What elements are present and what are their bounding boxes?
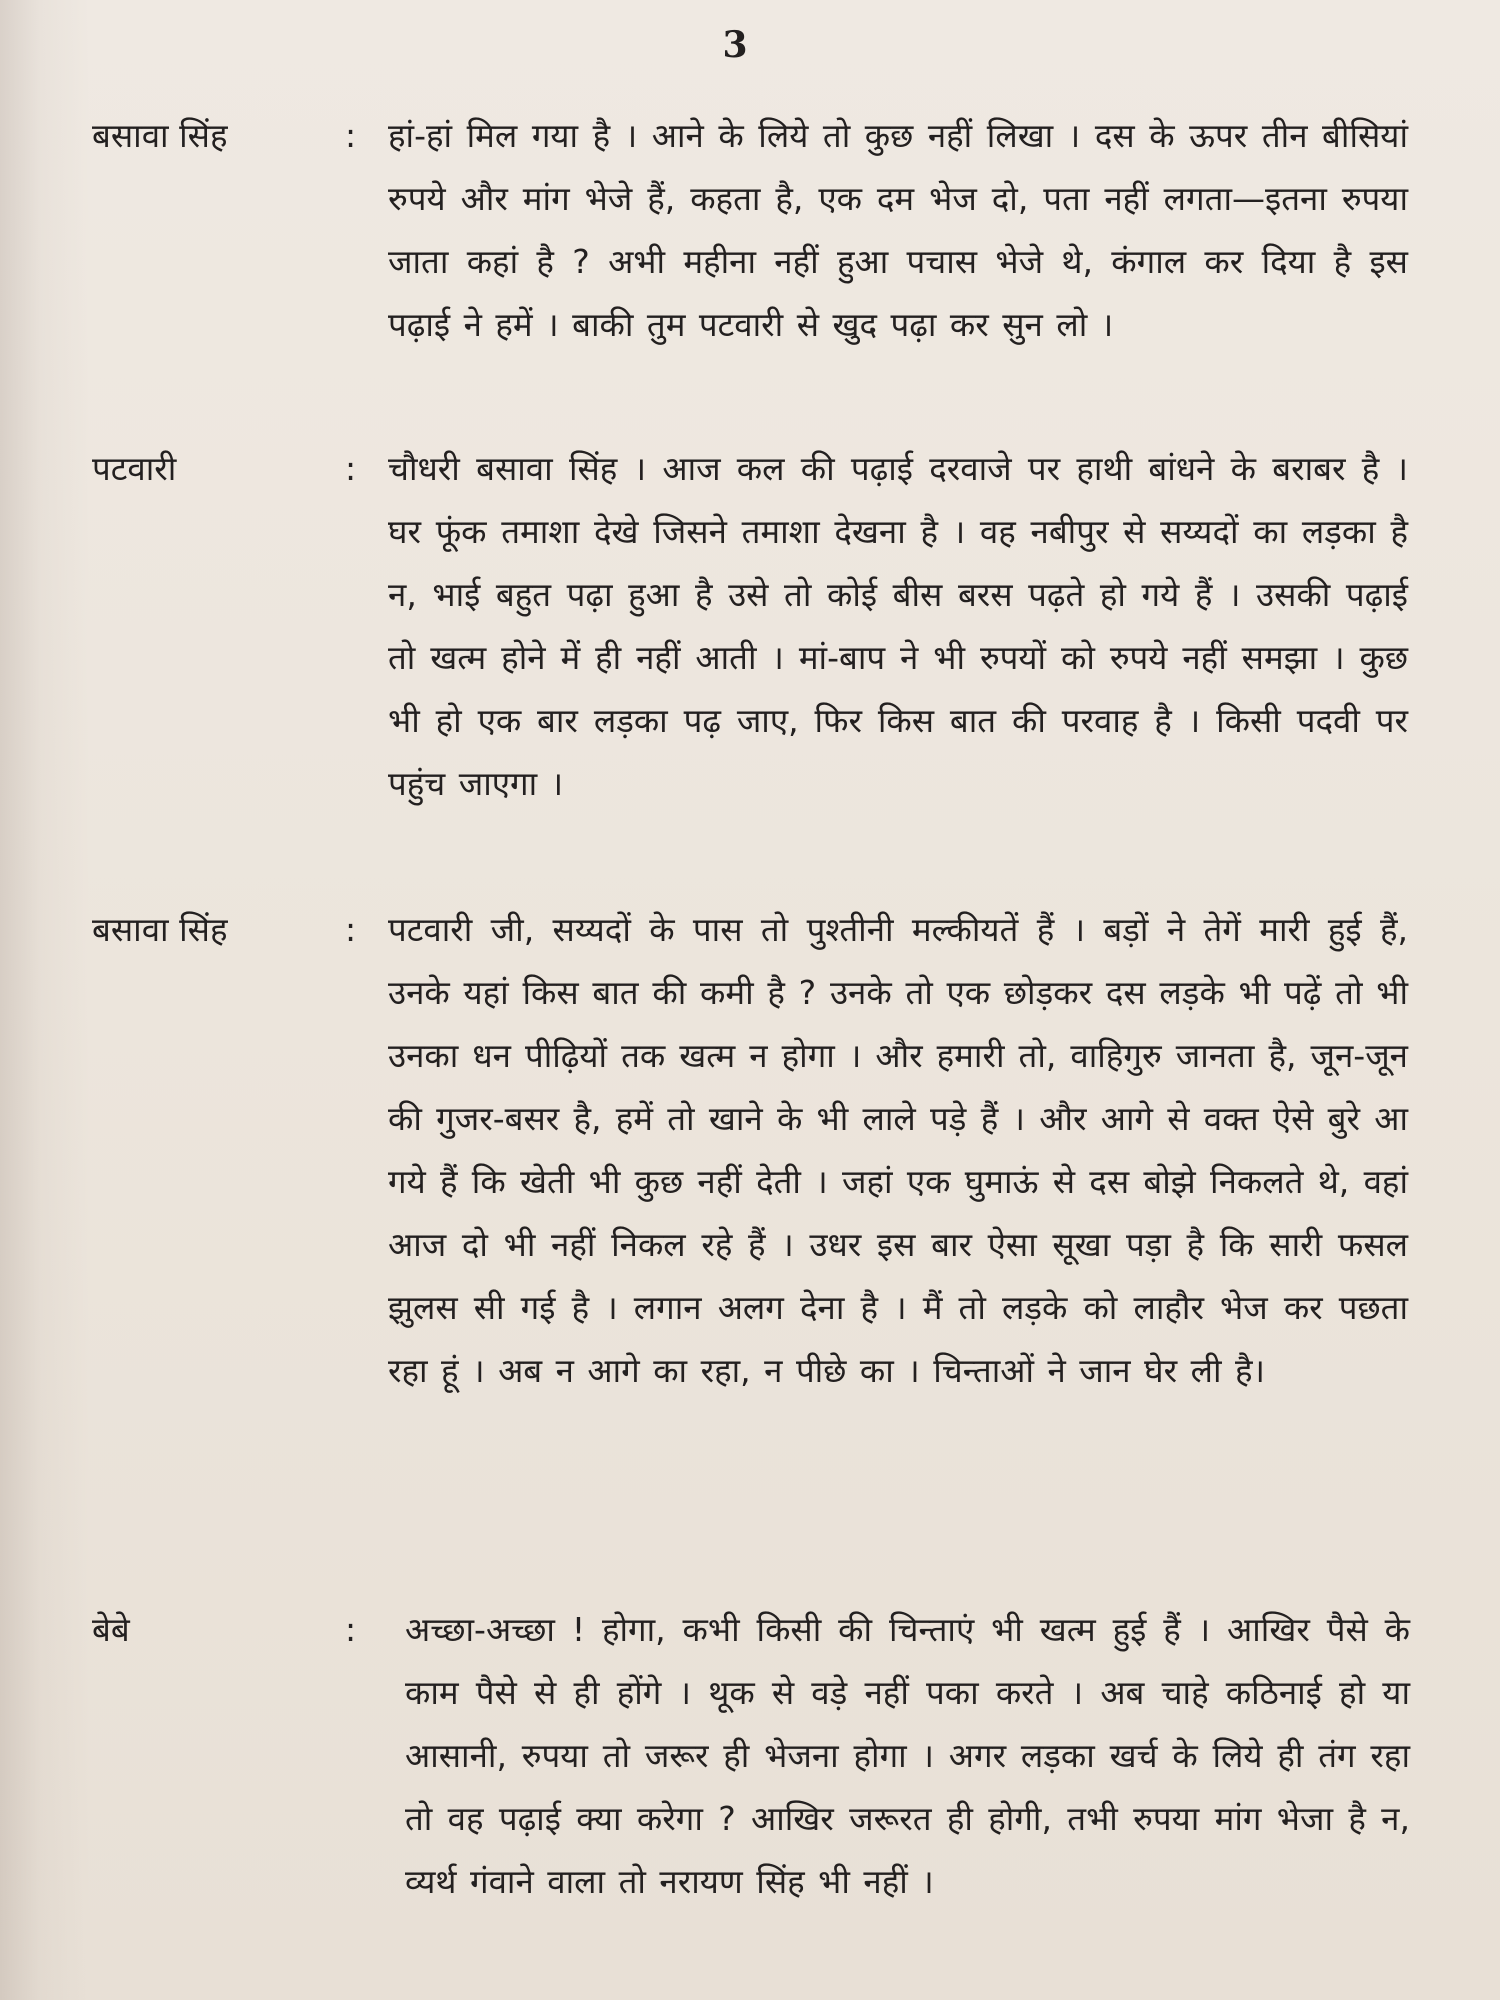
- speech-text: हां-हां मिल गया है । आने के लिये तो कुछ नहीं लिखा । दस के ऊपर तीन बीसियां रुपये और मांग भेजे हैं, कहता है, एक दम भेज दो, पता नहीं लगता—इतना रुपया जाता कहां है ? अभी महीना नहीं हुआ पचास भेजे थे, कंगाल कर दिया है इस पढ़ाई ने हमें । बाकी तुम पटवारी से खुद पढ़ा कर सुन लो ।: [388, 116, 1408, 344]
- speaker-colon: :: [345, 910, 357, 949]
- speaker-name: बसावा सिंह: [92, 910, 228, 949]
- speaker-colon: :: [345, 116, 357, 155]
- speaker-name: बेबे: [92, 1610, 130, 1649]
- speech-text: चौधरी बसावा सिंह । आज कल की पढ़ाई दरवाजे पर हाथी बांधने के बराबर है । घर फूंक तमाशा देखे जिसने तमाशा देखना है । वह नबीपुर से सय्यदों का लड़का है न, भाई बहुत पढ़ा हुआ है उसे तो कोई बीस बरस पढ़ते हो गये हैं । उसकी पढ़ाई तो खत्म होने में ही नहीं आती । मां-बाप ने भी रुपयों को रुपये नहीं समझा । कुछ भी हो एक बार लड़का पढ़ जाए, फिर किस बात की परवाह है । किसी पदवी पर पहुंच जाएगा ।: [388, 449, 1408, 803]
- speaker-colon: :: [345, 449, 357, 488]
- speech-text: पटवारी जी, सय्यदों के पास तो पुश्तीनी मल्कीयतें हैं । बड़ों ने तेगें मारी हुई हैं, उनके यहां किस बात की कमी है ? उनके तो एक छोड़कर दस लड़के भी पढ़ें तो भी उनका धन पीढ़ियों तक खत्म न होगा । और हमारी तो, वाहिगुरु जानता है, जून-जून की गुजर-बसर है, हमें तो खाने के भी लाले पड़े हैं । और आगे से वक्त ऐसे बुरे आ गये हैं कि खेती भी कुछ नहीं देती । जहां एक घुमाऊं से दस बोझे निकलते थे, वहां आज दो भी नहीं निकल रहे हैं । उधर इस बार ऐसा सूखा पड़ा है कि सारी फसल झुलस सी गई है । लगान अलग देना है । मैं तो लड़के को लाहौर भेज कर पछता रहा हूं । अब न आगे का रहा, न पीछे का । चिन्ताओं ने जान घेर ली है।: [388, 910, 1408, 1390]
- speaker-colon: :: [345, 1610, 357, 1649]
- speech-text: अच्छा-अच्छा ! होगा, कभी किसी की चिन्ताएं भी खत्म हुई हैं । आखिर पैसे के काम पैसे से ही होंगे । थूक से वड़े नहीं पका करते । अब चाहे कठिनाई हो या आसानी, रुपया तो जरूर ही भेजना होगा । अगर लड़का खर्च के लिये ही तंग रहा तो वह पढ़ाई क्या करेगा ? आखिर जरूरत ही होगी, तभी रुपया मांग भेजा है न, व्यर्थ गंवाने वाला तो नरायण सिंह भी नहीं ।: [405, 1610, 1410, 1901]
- page-number: 3: [722, 24, 748, 66]
- speaker-name: बसावा सिंह: [92, 116, 228, 155]
- speaker-name: पटवारी: [92, 449, 177, 488]
